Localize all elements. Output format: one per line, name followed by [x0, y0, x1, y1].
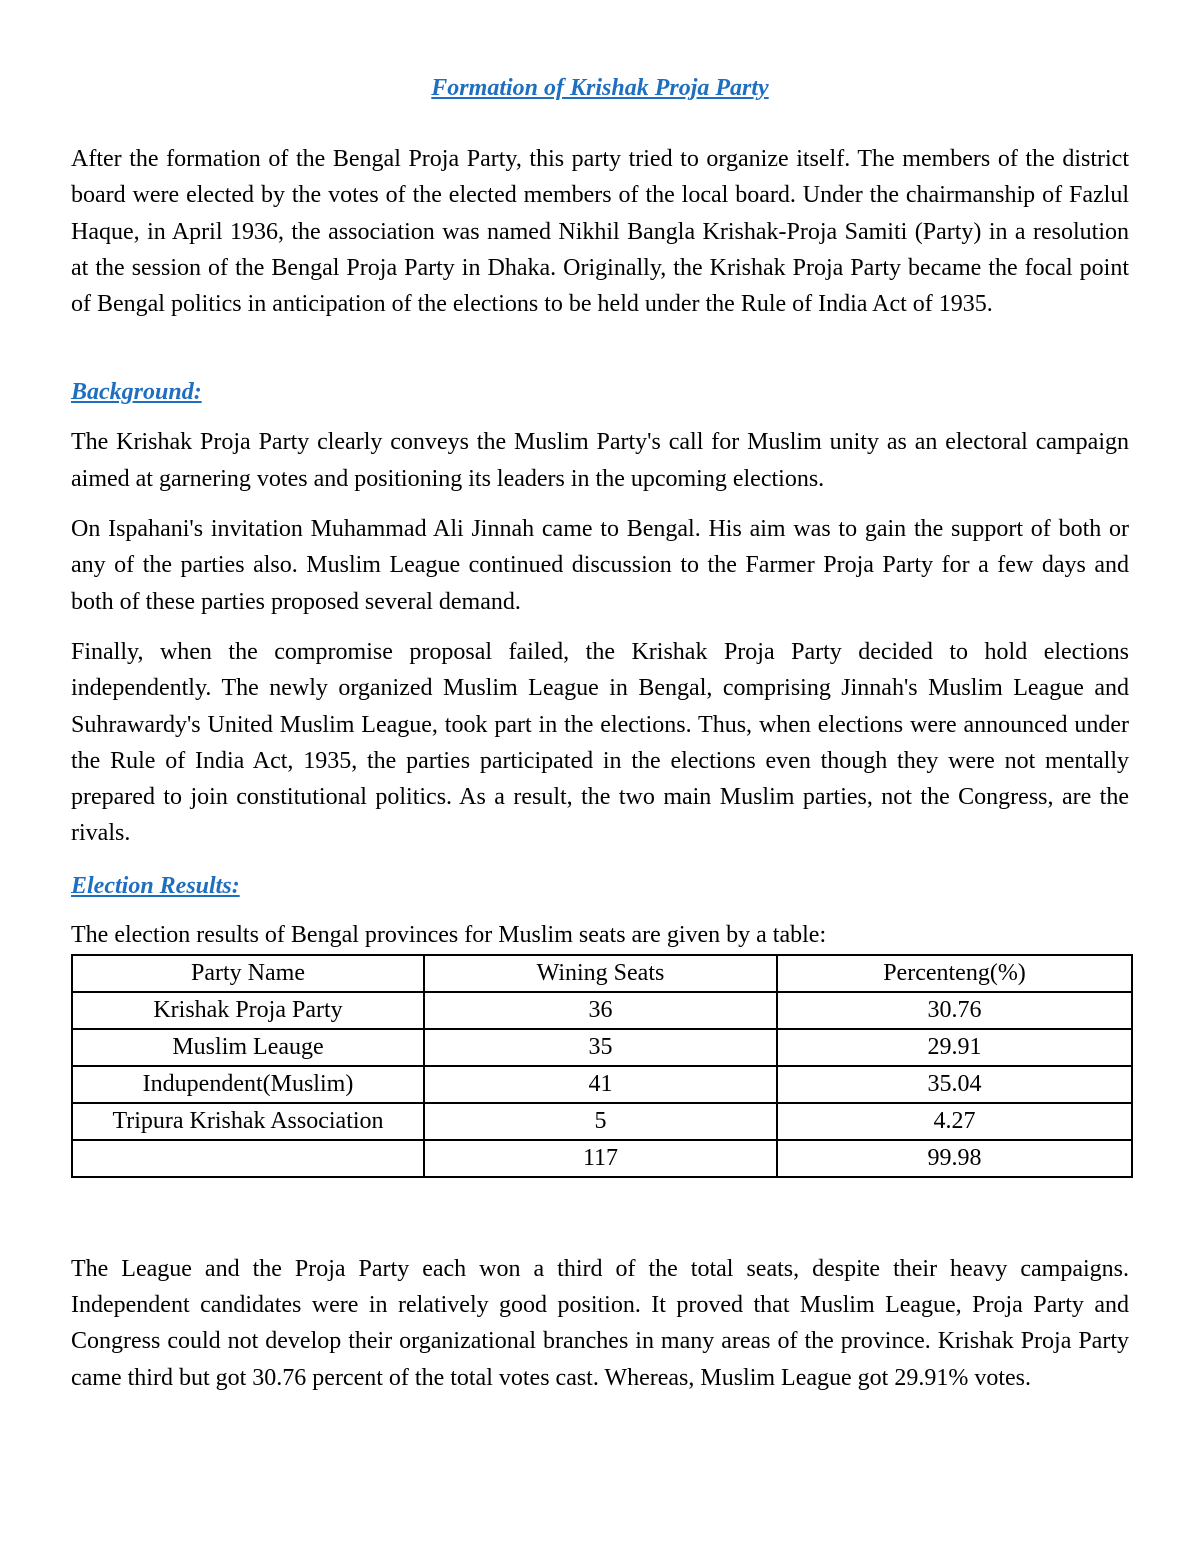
percentage-cell: 30.76: [777, 992, 1132, 1029]
table-total-row: [72, 1140, 1132, 1177]
table-row: [72, 992, 1132, 1029]
background-paragraph-2: On Ispahani's invitation Muhammad Ali Jinnah came to Bengal. His aim was to gain the support of both or any of the parties also. Muslim League continued discussion to the Farmer Proja Party for a few days and both of these parties proposed several demand.: [71, 516, 1129, 615]
election-results-heading: Election Results:: [71, 872, 240, 899]
percentage-cell: 35.04: [777, 1066, 1132, 1103]
background-heading: Background:: [71, 379, 202, 406]
background-paragraph-3: Finally, when the compromise proposal failed, the Krishak Proja Party decided to hold elections independently. The newly organized Muslim League in Bengal, comprising Jinnah's Muslim League and Suhrawardy's United Muslim League, took part in the elections. Thus, when elections were announced under the Rule of India Act, 1935, the parties participated in the elections even though they were not mentally prepared to join constitutional politics. As a result, the two main Muslim parties, not the Congress, are the rivals.: [71, 638, 1129, 847]
total-percentage-cell: 99.98: [777, 1140, 1132, 1177]
percentage-cell: 4.27: [777, 1103, 1132, 1140]
column-header-percentage: Percenteng(%): [777, 955, 1132, 992]
document-title: Formation of Krishak Proja Party: [431, 75, 769, 101]
table-row: [72, 1103, 1132, 1140]
percentage-cell: 29.91: [777, 1029, 1132, 1066]
conclusion-paragraph: The League and the Proja Party each won a third of the total seats, despite their heavy campaigns. Independent candidates were in relatively good position. It proved that Muslim League, Proja Party and Congress could not develop their organizational branches in many areas of the province. Krishak Proja Party came third but got 30.76 percent of the total votes cast. Whereas, Muslim League got 29.91% votes.: [71, 1255, 1129, 1391]
table-header-row: [72, 955, 1132, 992]
document-page: [71, 70, 1129, 1396]
background-paragraph-1: The Krishak Proja Party clearly conveys the Muslim Party's call for Muslim unity as an electoral campaign aimed at garnering votes and positioning its leaders in the upcoming elections.: [71, 429, 1129, 492]
column-header-party-name: Party Name: [72, 955, 424, 992]
column-header-wining-seats: Wining Seats: [424, 955, 777, 992]
intro-paragraph: After the formation of the Bengal Proja Party, this party tried to organize itself. The members of the district board were elected by the votes of the elected members of the local board. Under the chairmanship of Fazlul Haque, in April 1936, the association was named Nikhil Bangla Krishak-Proja Samiti (Party) in a resolution at the session of the Bengal Proja Party in Dhaka. Originally, the Krishak Proja Party became the focal point of Bengal politics in anticipation of the elections to be held under the Rule of India Act of 1935.: [71, 146, 1129, 318]
party-name-cell: Muslim Leauge: [72, 1029, 424, 1066]
seats-cell: 36: [424, 992, 777, 1029]
election-results-intro: The election results of Bengal provinces for Muslim seats are given by a table:: [71, 921, 827, 948]
election-results-table: [71, 954, 1133, 1178]
seats-cell: 35: [424, 1029, 777, 1066]
party-name-cell: [72, 1140, 424, 1177]
party-name-cell: Tripura Krishak Association: [72, 1103, 424, 1140]
total-seats-cell: 117: [424, 1140, 777, 1177]
seats-cell: 41: [424, 1066, 777, 1103]
party-name-cell: Indupendent(Muslim): [72, 1066, 424, 1103]
seats-cell: 5: [424, 1103, 777, 1140]
table-row: [72, 1066, 1132, 1103]
party-name-cell: Krishak Proja Party: [72, 992, 424, 1029]
table-row: [72, 1029, 1132, 1066]
